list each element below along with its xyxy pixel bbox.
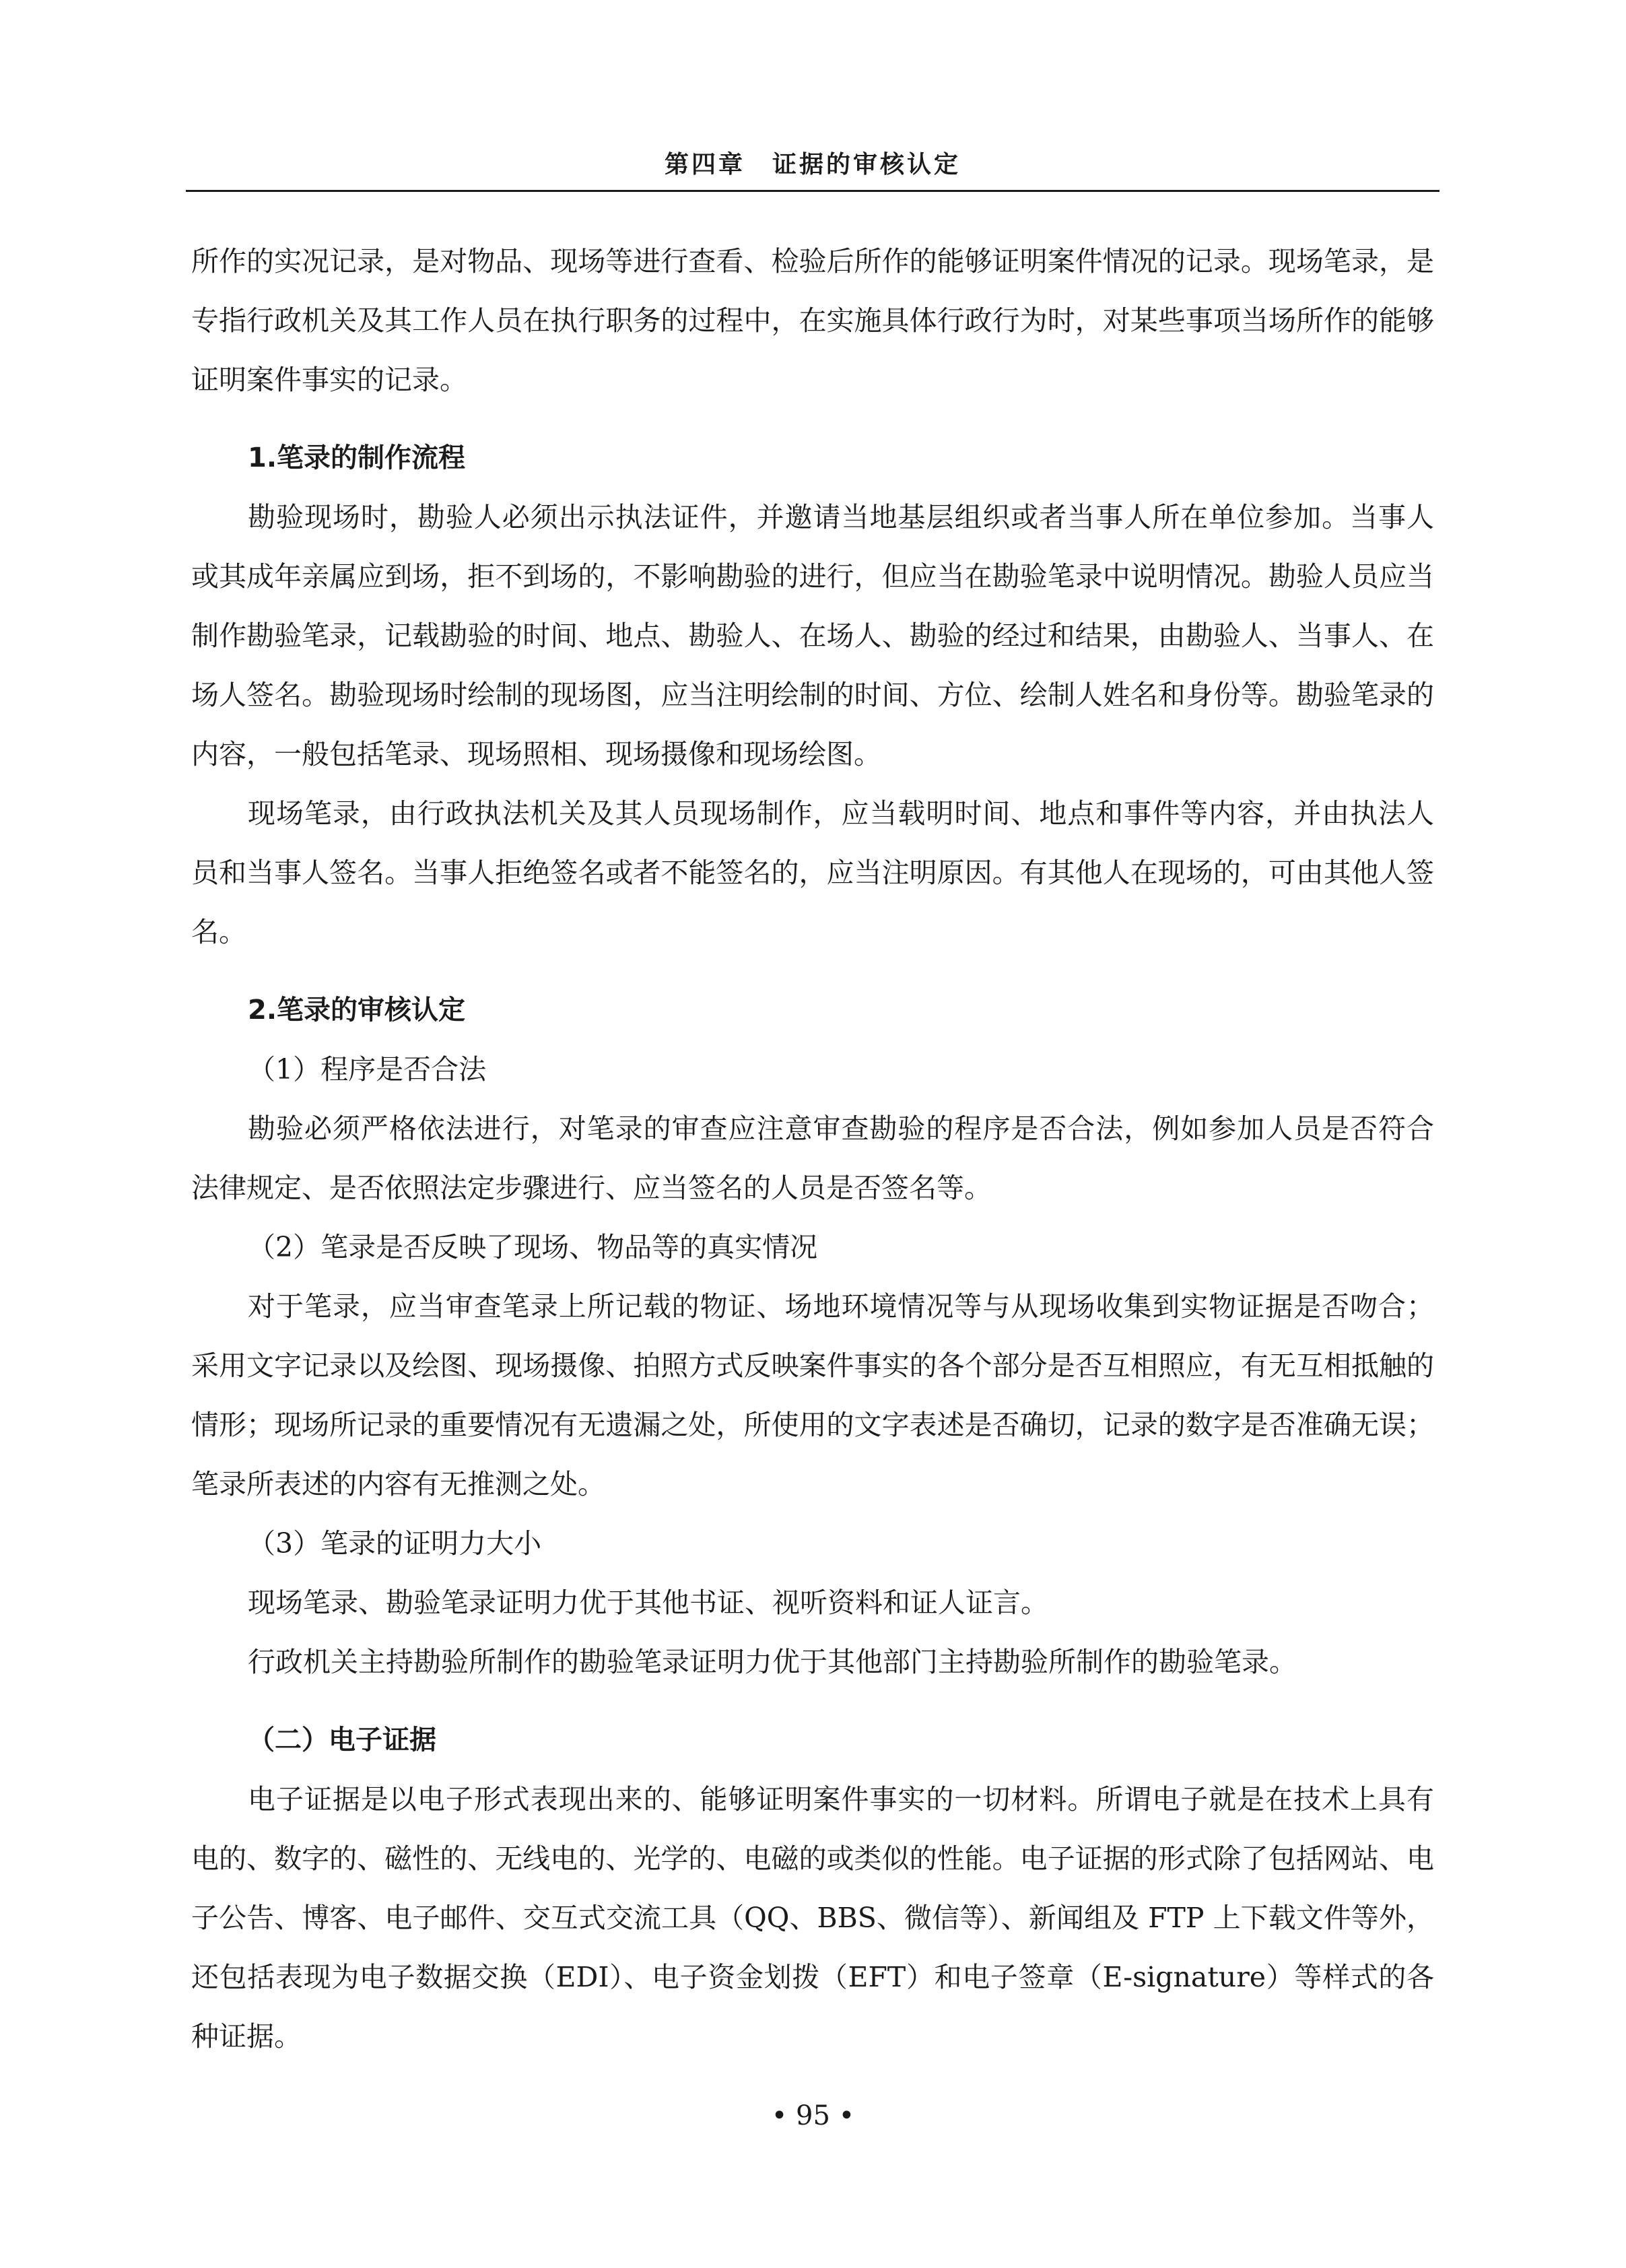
running-header-title: 第四章 证据的审核认定 — [664, 150, 961, 178]
paragraph-probative-force-2: 行政机关主持勘验所制作的勘验笔录证明力优于其他部门主持勘验所制作的勘验笔录。 — [248, 1646, 1297, 1678]
heading-record-review: 2.笔录的审核认定 — [248, 995, 466, 1026]
paragraph-probative-force-1: 现场笔录、勘验笔录证明力优于其他书证、视听资料和证人证言。 — [248, 1587, 1048, 1619]
header-rule — [186, 190, 1439, 192]
section-gap — [191, 962, 1434, 980]
subheading-procedure-legality: （1）程序是否合法 — [248, 1053, 487, 1086]
page-body — [191, 232, 1434, 2066]
paragraph-onsite-record: 现场笔录，由行政执法机关及其人员现场制作，应当载明时间、地点和事件等内容，并由执法人员和当事人签名。当事人拒绝签名或者不能签名的，应当注明原因。有其他人在现场的，可由其他人签名。 — [191, 797, 1434, 948]
paragraph-continued: 所作的实况记录，是对物品、现场等进行查看、检验后所作的能够证明案件情况的记录。现场笔录，是专指行政机关及其工作人员在执行职务的过程中，在实施具体行政行为时，对某些事项当场所作的能够证明案件事实的记录。 — [191, 245, 1434, 396]
paragraph-electronic-evidence: 电子证据是以电子形式表现出来的、能够证明案件事实的一切材料。所谓电子就是在技术上具有电的、数字的、磁性的、无线电的、光学的、电磁的或类似的性能。电子证据的形式除了包括网站、电子公告、博客、电子邮件、交互式交流工具（QQ、BBS、微信等）、新闻组及 FTP 上下载文件等外，还包括表现为电子数据交换（EDI）、电子资金划拨（EFT）和电子签章（E-signature）等样式的各种证据。 — [191, 1783, 1434, 2053]
page-number: • 95 • — [771, 2100, 855, 2131]
paragraph-truthfulness: 对于笔录，应当审查笔录上所记载的物证、场地环境情况等与从现场收集到实物证据是否吻合；采用文字记录以及绘图、现场摄像、拍照方式反映案件事实的各个部分是否互相照应，有无互相抵触的情形；现场所记录的重要情况有无遗漏之处，所使用的文字表述是否确切，记录的数字是否准确无误；笔录所表述的内容有无推测之处。 — [191, 1290, 1434, 1500]
paragraph-inspection-procedure: 勘验现场时，勘验人必须出示执法证件，并邀请当地基层组织或者当事人所在单位参加。当事人或其成年亲属应到场，拒不到场的，不影响勘验的进行，但应当在勘验笔录中说明情况。勘验人员应当制作勘验笔录，记载勘验的时间、地点、勘验人、在场人、勘验的经过和结果，由勘验人、当事人、在场人签名。勘验现场时绘制的现场图，应当注明绘制的时间、方位、绘制人姓名和身份等。勘验笔录的内容，一般包括笔录、现场照相、现场摄像和现场绘图。 — [191, 501, 1434, 770]
heading-record-making-process: 1.笔录的制作流程 — [248, 442, 466, 473]
section-gap — [191, 409, 1434, 428]
subheading-probative-force: （3）笔录的证明力大小 — [248, 1527, 542, 1560]
heading-electronic-evidence: （二）电子证据 — [248, 1725, 436, 1756]
subheading-truthfulness: （2）笔录是否反映了现场、物品等的真实情况 — [248, 1231, 818, 1263]
section-gap — [191, 1692, 1434, 1710]
paragraph-procedure-legality: 勘验必须严格依法进行，对笔录的审查应注意审查勘验的程序是否合法，例如参加人员是否符合法律规定、是否依照法定步骤进行、应当签名的人员是否签名等。 — [191, 1112, 1434, 1204]
